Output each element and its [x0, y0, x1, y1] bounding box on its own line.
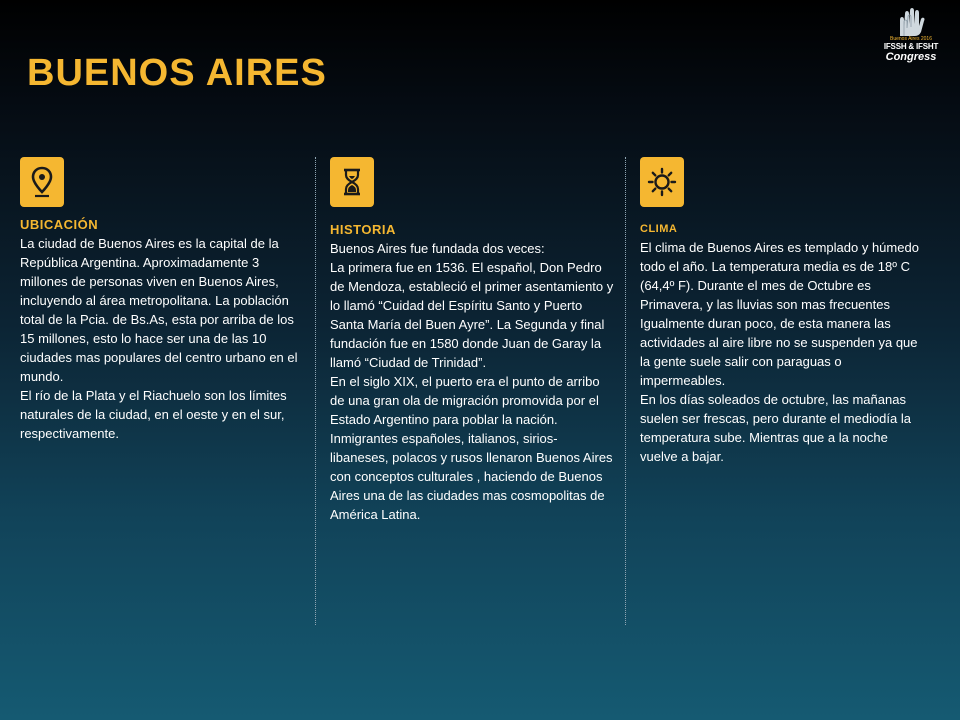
- section-body: [20, 234, 305, 443]
- section-heading: HISTORIA: [330, 222, 396, 237]
- section-ubicacion: [20, 157, 305, 443]
- location-pin-icon: [27, 165, 57, 199]
- section-body: [330, 239, 615, 524]
- section-historia: [330, 157, 615, 524]
- sun-icon: [647, 165, 677, 199]
- column-divider: [315, 157, 316, 625]
- column-divider: [625, 157, 626, 625]
- section-paragraph: En el siglo XIX, el puerto era el punto de arribo de una gran ola de migración promovida por el Estado Argentino para poblar la nación. Inmigrantes españoles, italianos, sirios-libaneses, polacos y rusos llenaron Buenos Aires con conceptos culturales , haciendo de Buenos Aires una de las ciudades mas cosmopolitas de América Latina.: [330, 374, 613, 522]
- location-icon-box: [20, 157, 64, 207]
- section-paragraph: El clima de Buenos Aires es templado y húmedo todo el año. La temperatura media es de 18º C (64,4º F). Durante el mes de Octubre es Primavera, y las lluvias son mas frecuentes Igualmente duran poco, de esta manera las actividades al aire libre no se suspenden ya que la gente suele salir con paraguas o impermeables.: [640, 240, 919, 388]
- page-title: BUENOS AIRES: [27, 52, 327, 94]
- section-paragraph: El río de la Plata y el Riachuelo son los límites naturales de la ciudad, en el oeste y en el sur, respectivamente.: [20, 388, 287, 441]
- section-heading: UBICACIÓN: [20, 217, 99, 232]
- section-paragraph: Buenos Aires fue fundada dos veces:: [330, 241, 545, 256]
- section-heading: CLIMA: [640, 223, 678, 235]
- section-paragraph: La ciudad de Buenos Aires es la capital de la República Argentina. Aproximadamente 3 millones de personas viven en Buenos Aires, incluyendo al área metropolitana. La población total de la Pcia. de Bs.As, esta por arriba de los 15 millones, esto lo hace ser una de las 10 ciudades mas populares del centro urbano en el mundo.: [20, 236, 298, 384]
- section-paragraph: En los días soleados de octubre, las mañanas suelen ser frescas, pero durante el mediodía la temperatura sube. Mientras que a la noche vuelve a bajar.: [640, 392, 911, 464]
- logo-org-text: IFSSH & IFSHT: [883, 42, 939, 51]
- sun-icon-box: [640, 157, 684, 207]
- section-paragraph: La primera fue en 1536. El español, Don Pedro de Mendoza, estableció el primer asentamiento y lo llamó “Cuidad del Espíritu Santo y Puerto Santa María del Buen Ayre”. La Segunda y final fundación fue en 1580 donde Juan de Garay la llamó “Ciudad de Trinidad”.: [330, 260, 614, 370]
- hourglass-icon: [337, 165, 367, 199]
- congress-logo: [878, 8, 944, 66]
- section-body: [640, 238, 925, 466]
- hands-logo-icon: [894, 8, 928, 38]
- logo-year-text: Buenos Aires 2016: [890, 36, 932, 42]
- logo-congress-text: Congress: [885, 51, 937, 63]
- hourglass-icon-box: [330, 157, 374, 207]
- section-clima: [640, 157, 925, 466]
